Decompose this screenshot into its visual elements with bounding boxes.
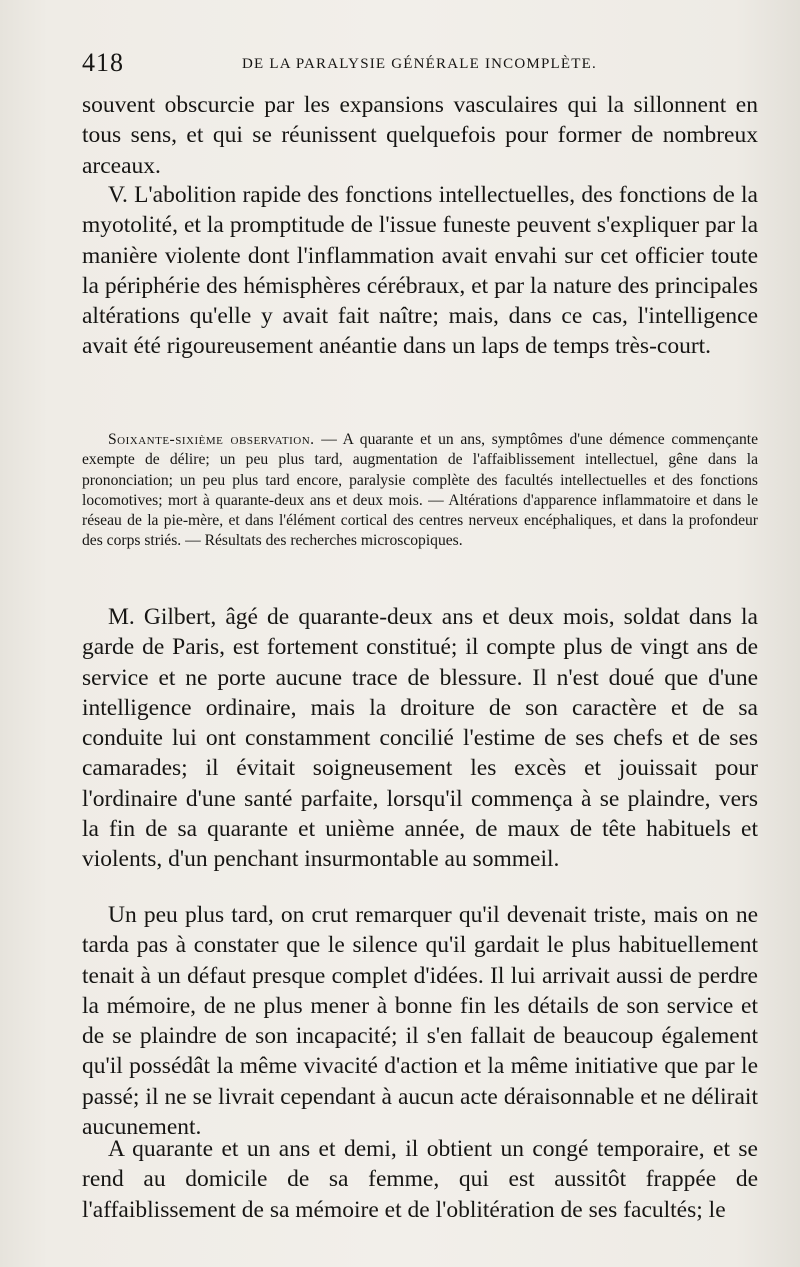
paragraph-case-progression: Un peu plus tard, on crut remarquer qu'il devenait triste, mais on ne tarda pas à constater que le silence qu'il gardait le plus habituellement tenait à un défaut presque complet d'idées. Il lui arrivait aussi de perdre la mémoire, de ne plus mener à bonne fin les détails de son service et de se plaindre de son incapacité; il s'en fallait de beaucoup également qu'il possédât la même vivacité d'action et la même initiative que par le passé; il ne se livrait cependant à aucun acte déraisonnable et ne délirait aucunement. bbox=[82, 902, 758, 1141]
page-header bbox=[82, 48, 752, 78]
paragraph-conclusion-v: V. L'abolition rapide des fonctions intellectuelles, des fonctions de la myotolité, et la promptitude de l'issue funeste peuvent s'expliquer par la manière violente dont l'inflammation avait envahi sur cet officier toute la périphérie des hémisphères cérébraux, et par la nature des principales altérations qu'elle y avait fait naître; mais, dans ce cas, l'intelligence avait été rigoureusement anéantie dans un laps de temps très-court. bbox=[82, 182, 758, 360]
observation-title: Soixante-sixième observation. bbox=[108, 431, 315, 448]
paragraph-case-introduction: M. Gilbert, âgé de quarante-deux ans et deux mois, soldat dans la garde de Paris, est fortement constitué; il compte plus de vingt ans de service et ne porte aucune trace de blessure. Il n'est doué que d'une intelligence ordinaire, mais la droiture de son caractère et de sa conduite lui ont constamment concilié l'estime de ses chefs et de ses camarades; il évitait soigneusement les excès et jouissait pour l'ordinaire d'une santé parfaite, lorsqu'il commença à se plaindre, vers la fin de sa quarante et unième année, de maux de tête habituels et violents, d'un penchant insurmontable au sommeil. bbox=[82, 604, 758, 873]
paragraph-case-leave: A quarante et un ans et demi, il obtient un congé temporaire, et se rend au domicile de sa femme, qui est aussitôt frappée de l'affaiblissement de sa mémoire et de l'oblitération de ses facultés; le bbox=[82, 1136, 758, 1223]
page-number: 418 bbox=[82, 48, 124, 77]
paragraph-continuation: souvent obscurcie par les expansions vasculaires qui la sillonnent en tous sens, et qui se réunissent quelquefois pour former de nombreux arceaux. bbox=[82, 92, 758, 179]
running-title: DE LA PARALYSIE GÉNÉRALE INCOMPLÈTE. bbox=[242, 56, 597, 72]
observation-summary-text: — A quarante et un ans, symptômes d'une démence commençante exempte de délire; un peu plus tard, augmentation de l'affaiblissement intellectuel, gêne dans la prononciation; un peu plus tard encore, paralysie complète des facultés intellectuelles et des fonctions locomotives; mort à quarante-deux ans et deux mois. — Altérations d'apparence inflammatoire et dans le réseau de la pie-mère, et dans l'élément cortical des centres nerveux encéphaliques, et dans la profondeur des corps striés. — Résultats des recherches microscopiques. bbox=[82, 431, 758, 550]
observation-summary bbox=[82, 430, 758, 552]
